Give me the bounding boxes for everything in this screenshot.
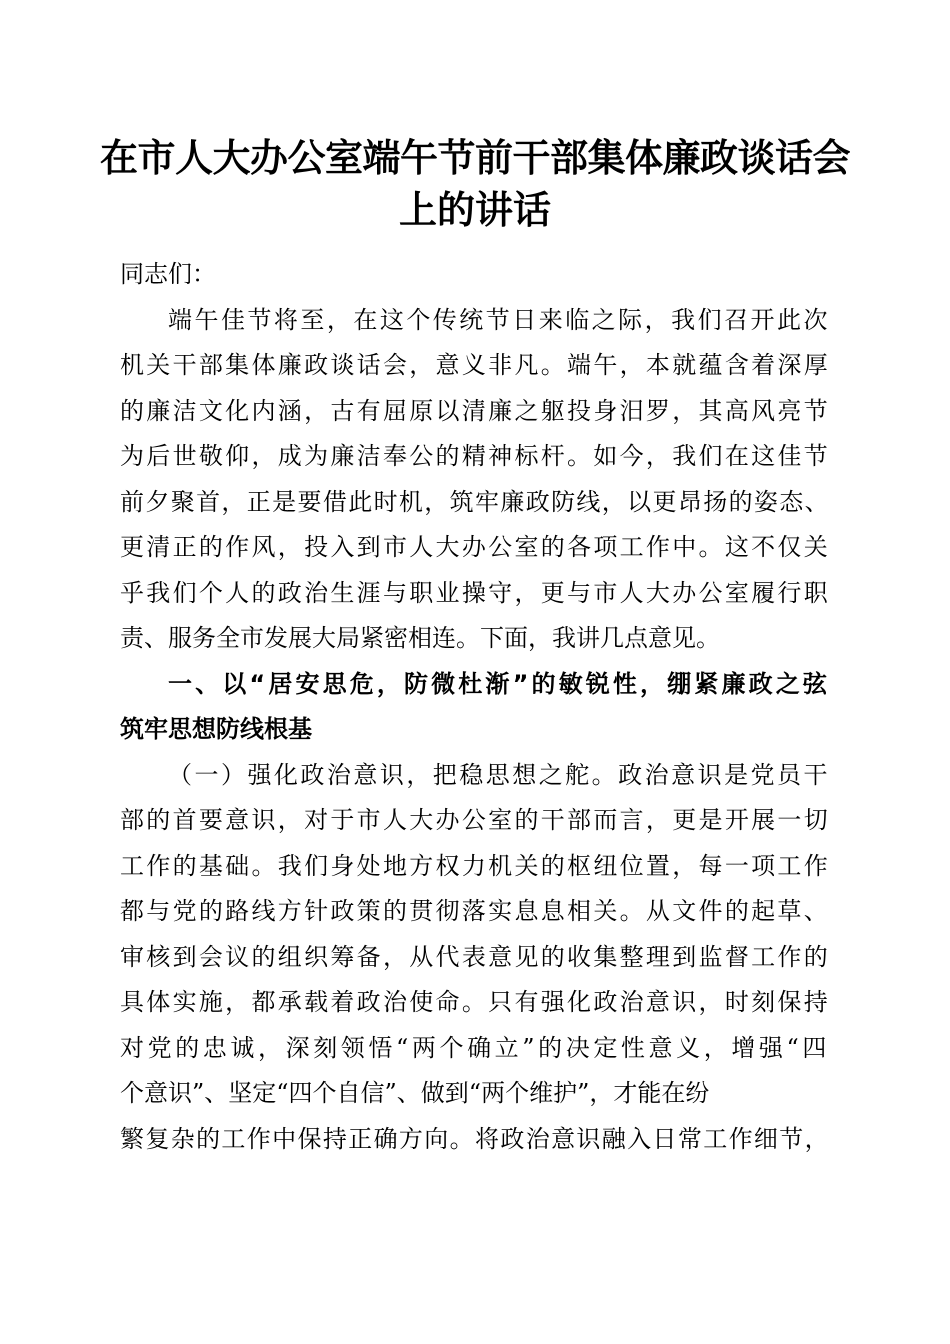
paragraph-line: 工作的基础。我们身处地方权力机关的枢纽位置，每一项工作 [120,851,830,880]
paragraph-line: 前夕聚首，正是要借此时机，筑牢廉政防线，以更昂扬的姿态、 [120,487,830,516]
title-line-2: 上的讲话 [398,187,551,232]
paragraph-line: 繁复杂的工作中保持正确方向。将政治意识融入日常工作细节， [120,1124,830,1153]
paragraph-line: 更清正的作风，投入到市人大办公室的各项工作中。这不仅关 [120,533,830,561]
paragraph-line: 都与党的路线方针政策的贯彻落实息息相关。从文件的起草、 [120,897,830,925]
paragraph-line: （一）强化政治意识，把稳思想之舵。政治意识是党员干 [168,760,830,789]
paragraph-line: 的廉洁文化内涵，古有屈原以清廉之躯投身汨罗，其高风亮节 [120,396,830,425]
document-title [100,132,850,236]
paragraph-line: 端午佳节将至，在这个传统节日来临之际，我们召开此次 [168,305,830,334]
salutation: 同志们： [120,260,216,288]
paragraph-line: 乎我们个人的政治生涯与职业操守，更与市人大办公室履行职 [120,578,830,607]
paragraph-line: 个意识”、坚定“四个自信”、做到“两个维护”，才能在纷 [120,1079,710,1107]
section-heading-line: 一、以“居安思危，防微杜渐”的敏锐性，绷紧廉政之弦 [168,669,830,698]
title-line-1: 在市人大办公室端午节前干部集体廉政谈话会 [100,135,850,180]
paragraph-line: 为后世敬仰，成为廉洁奉公的精神标杆。如今，我们在这佳节 [120,442,830,470]
paragraph-line: 审核到会议的组织筹备，从代表意见的收集整理到监督工作的 [120,942,830,971]
section-heading-line: 筑牢思想防线根基 [120,715,312,743]
paragraph-line: 对党的忠诚，深刻领悟“两个确立”的决定性意义，增强“四 [120,1033,830,1062]
document-body [120,252,830,1162]
paragraph-line: 部的首要意识，对于市人大办公室的干部而言，更是开展一切 [120,806,830,834]
paragraph-line: 责、服务全市发展大局紧密相连。下面，我讲几点意见。 [120,624,720,652]
paragraph-line: 具体实施，都承载着政治使命。只有强化政治意识，时刻保持 [120,988,830,1016]
paragraph-line: 机关干部集体廉政谈话会，意义非凡。端午，本就蕴含着深厚 [120,351,830,379]
